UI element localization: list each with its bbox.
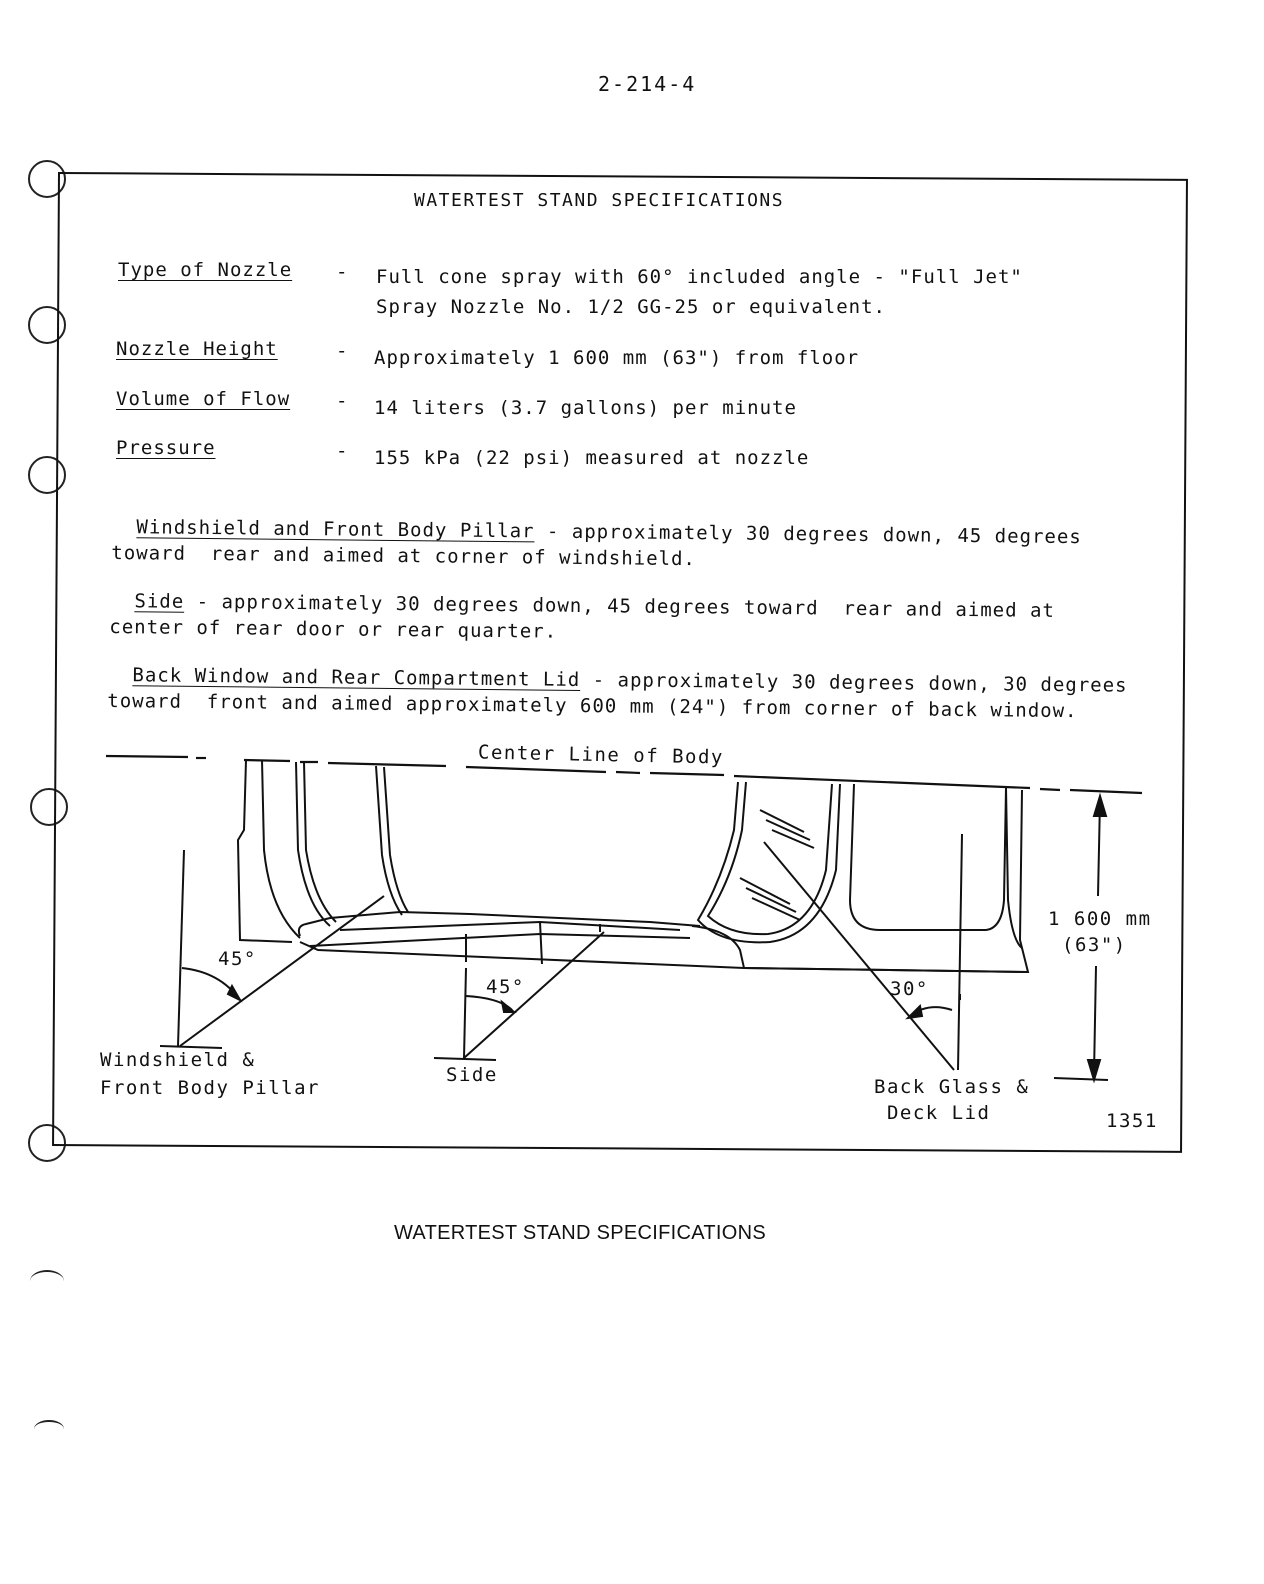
spec-dash: -: [336, 440, 348, 462]
spec-label-volume-of-flow: Volume of Flow: [116, 388, 291, 410]
spec-dash: -: [336, 390, 348, 412]
spec-value-line: 14 liters (3.7 gallons) per minute: [374, 397, 797, 419]
aim-text: - approximately 30 degrees down, 45 degrees toward rear and aimed at: [184, 590, 1056, 622]
page-number: 2-214-4: [598, 72, 697, 96]
aim-text: center of rear door or rear quarter.: [109, 615, 558, 643]
rear-pillar: [698, 782, 1022, 948]
side-angle-label: 45°: [486, 976, 525, 998]
spec-value-line: Approximately 1 600 mm (63") from floor: [374, 347, 860, 369]
windshield-angle-label: 45°: [218, 948, 257, 970]
spec-label-nozzle-height: Nozzle Height: [116, 338, 278, 360]
aim-text: toward rear and aimed at corner of windshield.: [111, 541, 697, 571]
box-title: WATERTEST STAND SPECIFICATIONS: [414, 190, 785, 211]
figure-number: 1351: [1106, 1110, 1158, 1132]
aim-label: Windshield and Front Body Pillar: [136, 516, 535, 543]
back-angle-label: 30°: [890, 978, 929, 1000]
windshield-nozzle-label: Windshield & Front Body Pillar: [100, 1049, 320, 1099]
spec-value-line: Spray Nozzle No. 1/2 GG-25 or equivalent.: [376, 296, 886, 318]
center-line-label: Center Line of Body: [477, 741, 725, 769]
height-in-label: (63"): [1062, 934, 1127, 956]
aim-text: - approximately 30 degrees down, 45 degrees: [534, 520, 1082, 549]
windshield-spray: [160, 850, 384, 1048]
aim-text: toward front and aimed approximately 600 mm (24") from corner of back window.: [107, 689, 1078, 723]
spec-value-line: 155 kPa (22 psi) measured at nozzle: [374, 447, 810, 469]
rocker-panel: [299, 790, 1028, 972]
spec-value-line: Full cone spray with 60° included angle - "Full Jet": [376, 266, 1023, 288]
aim-text: - approximately 30 degrees down, 30 degrees: [580, 668, 1128, 697]
spec-label-nozzle-type: Type of Nozzle: [118, 259, 293, 281]
spec-dash: -: [336, 261, 348, 283]
spec-dash: -: [336, 340, 348, 362]
figure-caption: WATERTEST STAND SPECIFICATIONS: [394, 1222, 766, 1244]
spec-label-pressure: Pressure: [116, 437, 216, 459]
back-glass-nozzle-label: Back Glass & Deck Lid: [874, 1076, 1030, 1124]
aim-label: Side: [134, 590, 185, 613]
side-nozzle-label: Side: [446, 1064, 498, 1086]
front-pillar: [238, 760, 408, 942]
height-mm-label: 1 600 mm: [1048, 908, 1152, 930]
back-glass-spray: [764, 834, 962, 1070]
aim-label: Back Window and Rear Compartment Lid: [132, 664, 581, 691]
